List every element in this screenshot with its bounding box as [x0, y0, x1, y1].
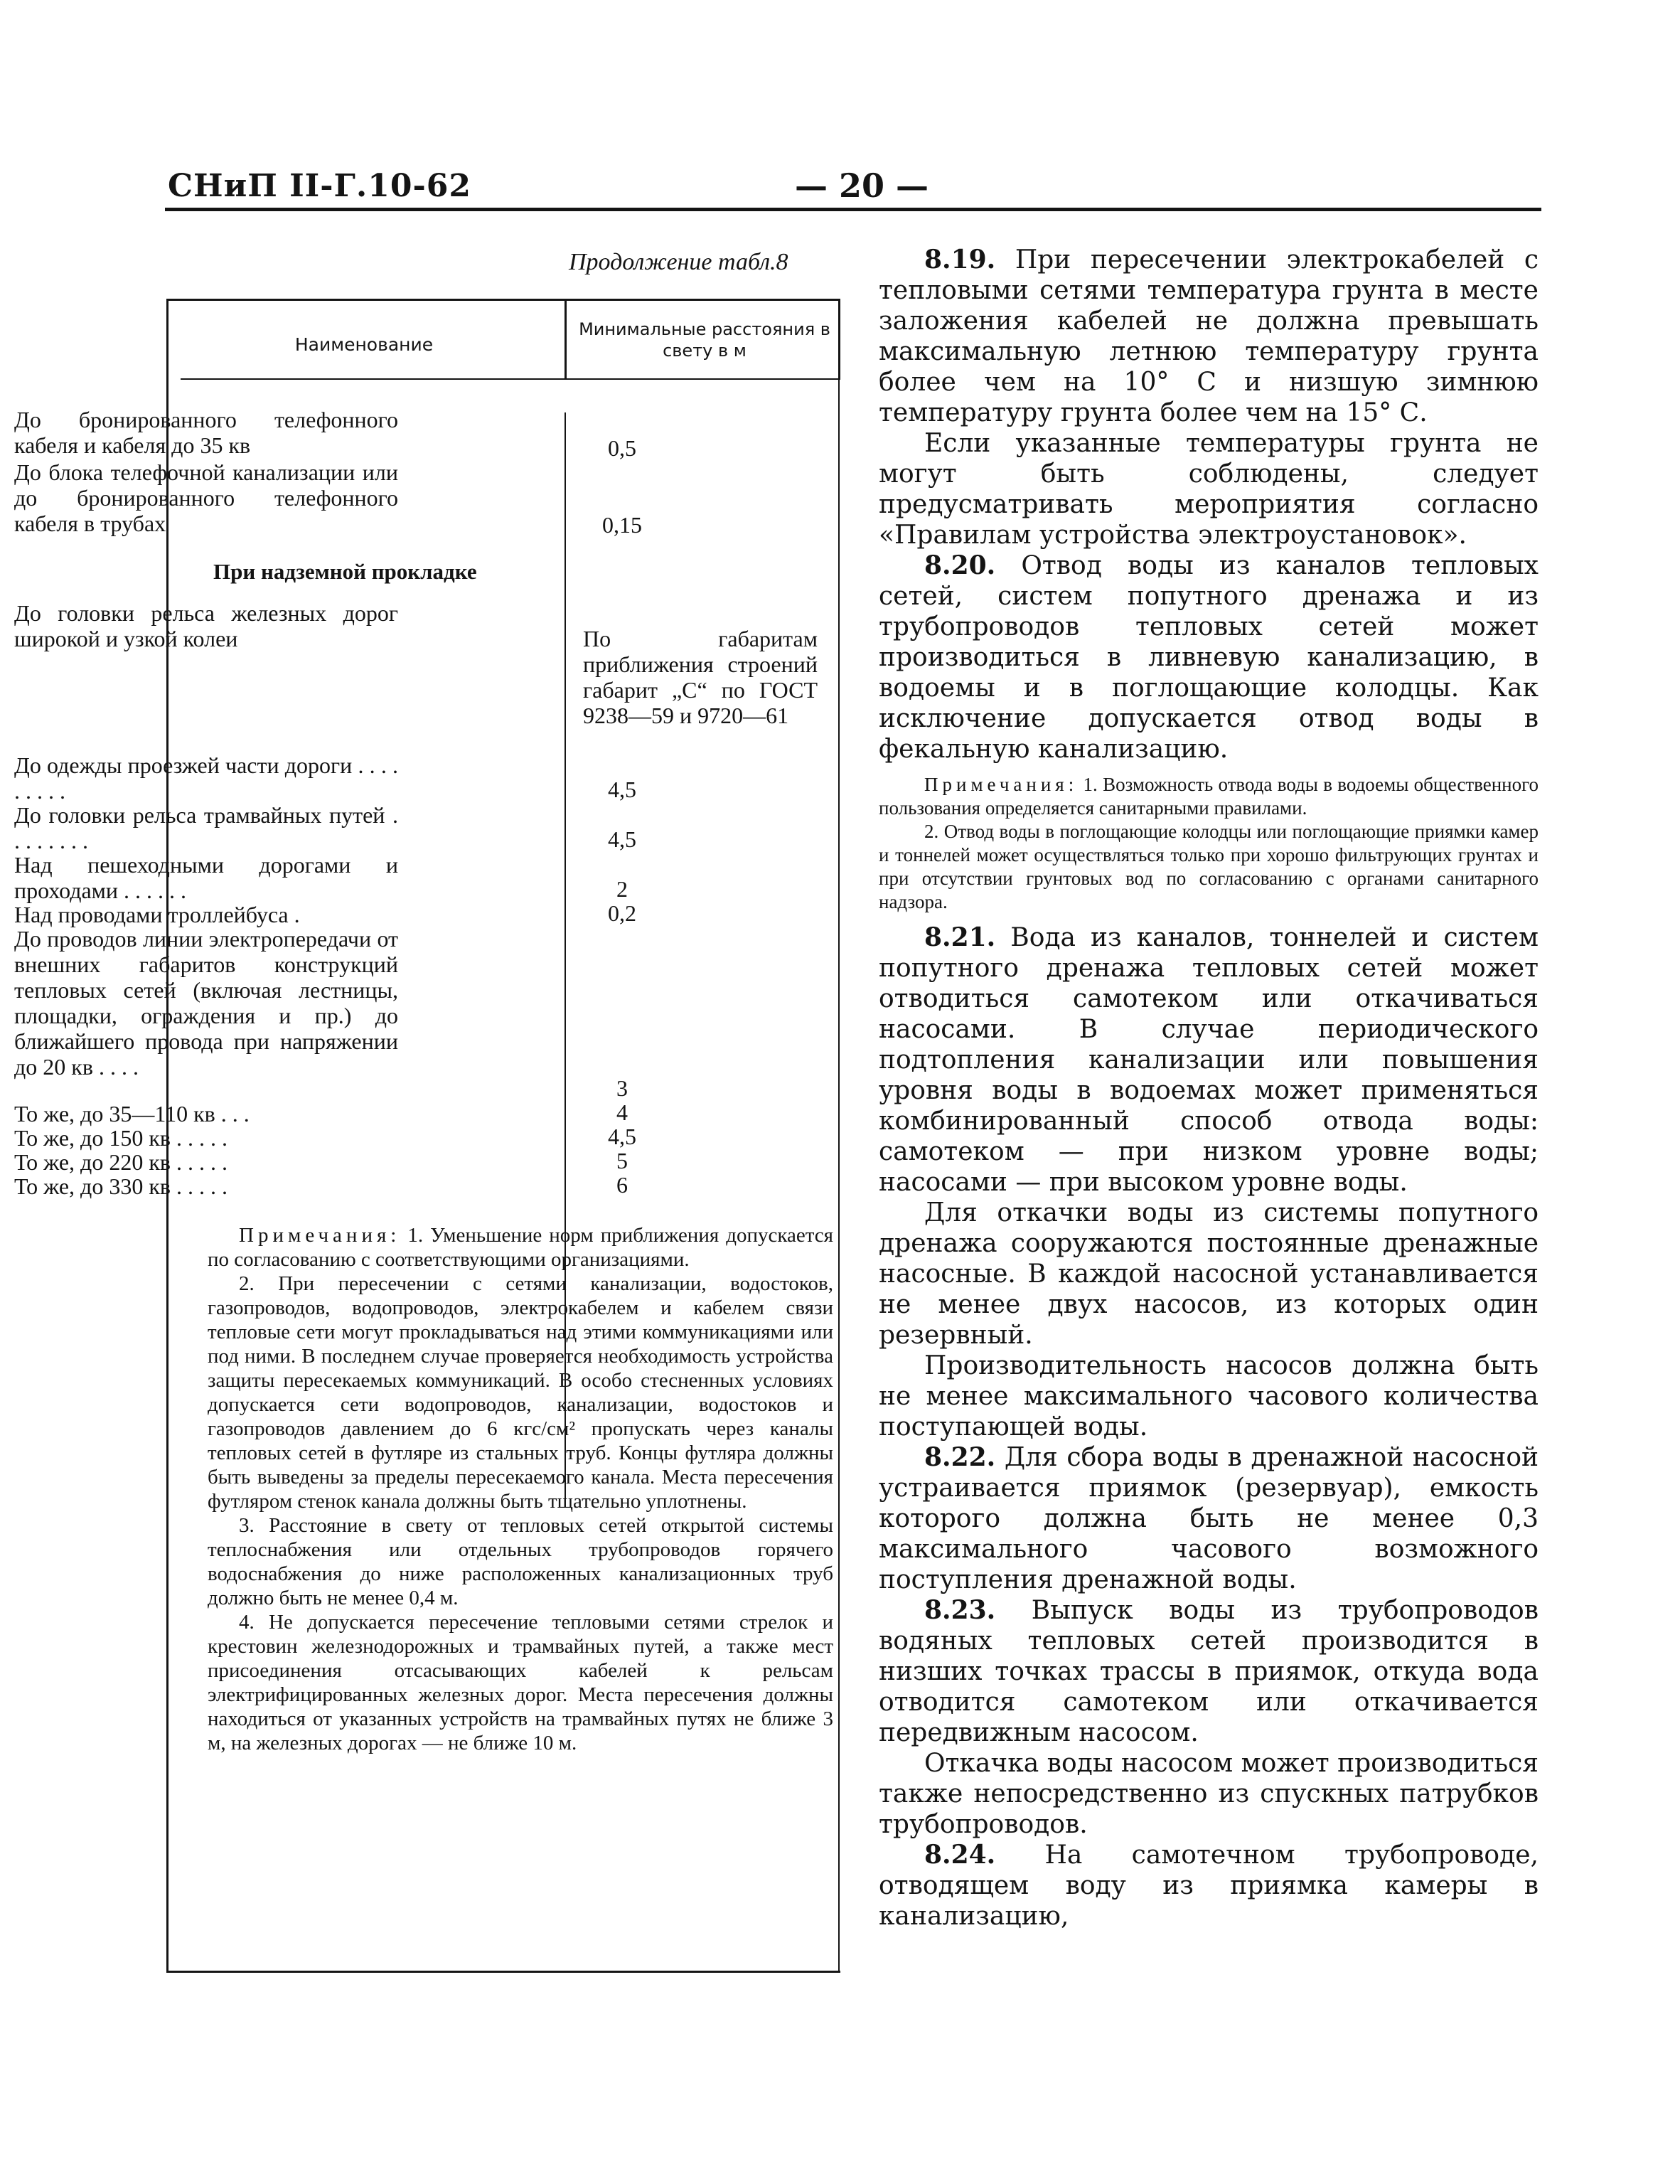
note-2: 2. Отвод воды в поглощающие колодцы или поглощающие приямки камер и тоннелей может осуществляться только при хорошо фильтрующих грунтах и при отсутствии грунтовых вод по согласованию с органами санитарного надзора.	[879, 821, 1539, 912]
paragraph-8-24	[879, 1840, 1539, 1932]
table-row-tram: До головки рельса трамвайных путей . . . . . . . .	[14, 802, 398, 853]
clause-number: 8.22.	[924, 1442, 996, 1472]
table-row-330kv: То же, до 330 кв . . . . .	[14, 1173, 228, 1199]
table-continuation-title: Продолжение табл.8	[569, 249, 788, 275]
table-value: 4,5	[608, 777, 636, 802]
page-number: — 20 —	[795, 166, 929, 205]
table-value: 0,5	[608, 435, 636, 461]
paragraph-8-19-cont: Если указанные температуры грунта не могут быть соблюдены, следует предусматривать мероприятия согласно «Правилам устройства электроустановок».	[879, 429, 1539, 550]
table-row-220kv: То же, до 220 кв . . . . .	[14, 1149, 228, 1175]
table-right-rule	[838, 378, 840, 1509]
column-header-name: Наименование	[294, 334, 434, 355]
table-top-rule	[166, 299, 840, 301]
table-row-road: До одежды проезжей части дороги . . . . . . . . .	[14, 752, 398, 804]
paragraph-8-21-cont: Для откачки воды из системы попутного дренажа сооружаются постоянные дренажные насосные. В каждой насосной устанавливается не менее двух насосов, из которых один резервный.	[879, 1198, 1539, 1350]
note-1-text: 1. Уменьшение норм приближения допускается по согласованию с соответствующими организациями.	[208, 1224, 833, 1271]
clause-text: При пересечении электрокабелей с тепловыми сетями температура грунта в месте заложения кабелей не должна превышать максимальную летнюю температуру грунта более чем на 10° С и низшую зимнюю температуру грунта более чем на 15° С.	[879, 245, 1539, 427]
clause-number: 8.24.	[924, 1840, 996, 1870]
clause-number: 8.20.	[924, 550, 996, 580]
table-value: 4,5	[608, 1124, 636, 1149]
paragraph-8-23-cont: Откачка воды насосом может производиться также непосредственно из спускных патрубков трубопроводов.	[879, 1749, 1539, 1839]
clause-text: Выпуск воды из трубопроводов водяных тепловых сетей производится в низших точках трассы в приямок, откуда вода отводится самотеком или откачивается передвижным насосом.	[879, 1596, 1539, 1747]
right-column	[879, 245, 1539, 1932]
table-value: 6	[616, 1172, 628, 1198]
table-bottom-rule	[166, 1971, 840, 1973]
note-1	[208, 1223, 833, 1272]
table-value: 4	[616, 1099, 628, 1125]
note-1	[879, 773, 1539, 820]
clause-text: Для сбора воды в дренажной насосной устраивается приямок (резервуар), емкость которого должна быть не менее 0,3 максимального часового возможного поступления дренажной воды.	[879, 1443, 1539, 1594]
clause-number: 8.19.	[924, 245, 996, 275]
table-value-gauge: По габаритам приближения строений габарит „С“ по ГОСТ 9238—59 и 9720—61	[583, 626, 818, 728]
notes-right-rule	[838, 1508, 840, 1973]
notes-label: Примечания:	[239, 1224, 401, 1247]
table-row-railway: До головки рельса железных дорог широкой и узкой колеи	[14, 600, 398, 651]
table-row-110kv: То же, до 35—110 кв . . .	[14, 1101, 250, 1126]
table-row-phone-block: До блока телефочной канализации или до бронированного телефонного кабеля в трубах	[14, 459, 398, 536]
notes-label: Примечания:	[924, 774, 1079, 795]
clause-notes	[879, 773, 1539, 914]
table-value: 0,15	[602, 512, 642, 538]
table-row-pedestrian: Над пешеходными дорогами и проходами . . . . . .	[14, 852, 398, 903]
table-value: 5	[616, 1148, 628, 1173]
header-rule	[165, 208, 1541, 211]
paragraph-8-22	[879, 1442, 1539, 1595]
table-notes	[208, 1223, 833, 1755]
header-divider	[565, 299, 567, 378]
paragraph-8-23	[879, 1595, 1539, 1748]
header-bottom-rule	[181, 378, 840, 380]
clause-number: 8.21.	[924, 922, 996, 952]
table-value: 2	[616, 876, 628, 902]
document-code: СНиП II-Г.10-62	[168, 168, 471, 204]
column-header-distance: Минимальные расстояния в свету в м	[579, 319, 830, 361]
note-1-text: 1. Возможность отвода воды в водоемы общественного пользования определяется санитарными правилами.	[879, 774, 1539, 819]
table-row-trolleybus: Над проводами троллейбуса .	[14, 902, 300, 927]
table-value: 3	[616, 1075, 628, 1101]
paragraph-8-20	[879, 550, 1539, 765]
table-row-power-line: До проводов линии электропередачи от внешних габаритов конструкций тепловых сетей (включая лестницы, площадки, ограждения и пр.) до ближайшего провода при напряжении до 20 кв . . . .	[14, 926, 398, 1080]
paragraph-8-21	[879, 922, 1539, 1198]
paragraph-8-21-cont2: Производительность насосов должна быть не менее максимального часового количества поступающей воды.	[879, 1351, 1539, 1442]
note-4: 4. Не допускается пересечение тепловыми сетями стрелок и крестовин железнодорожных и трамвайных путей, а также мест присоединения отсасывающих кабелей к рельсам электрифицированных железных дорог. Места пересечения должны находиться от указанных устройств на трамвайных путях не ближе 3 м, на железных дорогах — не ближе 10 м.	[208, 1611, 833, 1754]
clause-text: Вода из каналов, тоннелей и систем попутного дренажа тепловых сетей может отводиться самотеком или откачиваться насосами. В случае периодического подтопления канализации или повышения уровня воды в водоемах может применяться комбинированный способ отвода воды: самотеком — при низком уровне воды; насосами — при высоком уровне воды.	[879, 923, 1539, 1197]
section-aboveground: При надземной прокладке	[213, 559, 477, 584]
table-row-150kv: То же, до 150 кв . . . . .	[14, 1125, 228, 1151]
note-2: 2. При пересечении с сетями канализации, водостоков, газопроводов, водопроводов, электрокабелем и кабелем связи тепловые сети могут прокладываться над этими коммуникациями или под ними. В последнем случае проверяется необходимость устройства защиты пересекаемых коммуникаций. В особо стесненных условиях допускается сети водопроводов, канализации, водостоков и газопроводов давлением до 6 кгс/см² пропускать через каналы тепловых сетей в футляре из стальных труб. Концы футляра должны быть выведены за пределы пересекаемого канала. Места пересечения футляром стенок канала должны быть тщательно уплотнены.	[208, 1272, 833, 1513]
table-value: 0,2	[608, 900, 636, 926]
clause-text: На самотечном трубопроводе, отводящем воду из приямка камеры в канализацию,	[879, 1841, 1539, 1931]
clause-number: 8.23.	[924, 1595, 996, 1625]
clause-text: Отвод воды из каналов тепловых сетей, систем попутного дренажа и из трубопроводов тепловых сетей может производиться в ливневую канализацию, в водоемы и в поглощающие колодцы. Как исключение допускается отвод воды в фекальную канализацию.	[879, 551, 1539, 764]
table-value: 4,5	[608, 826, 636, 852]
note-3: 3. Расстояние в свету от тепловых сетей открытой системы теплоснабжения или отдельных трубопроводов горячего водоснабжения до ниже расположенных канализационных труб должно быть не менее 0,4 м.	[208, 1514, 833, 1609]
paragraph-8-19	[879, 245, 1539, 428]
table-row-armored-cable: До бронированного телефонного кабеля и кабеля до 35 кв	[14, 407, 398, 458]
